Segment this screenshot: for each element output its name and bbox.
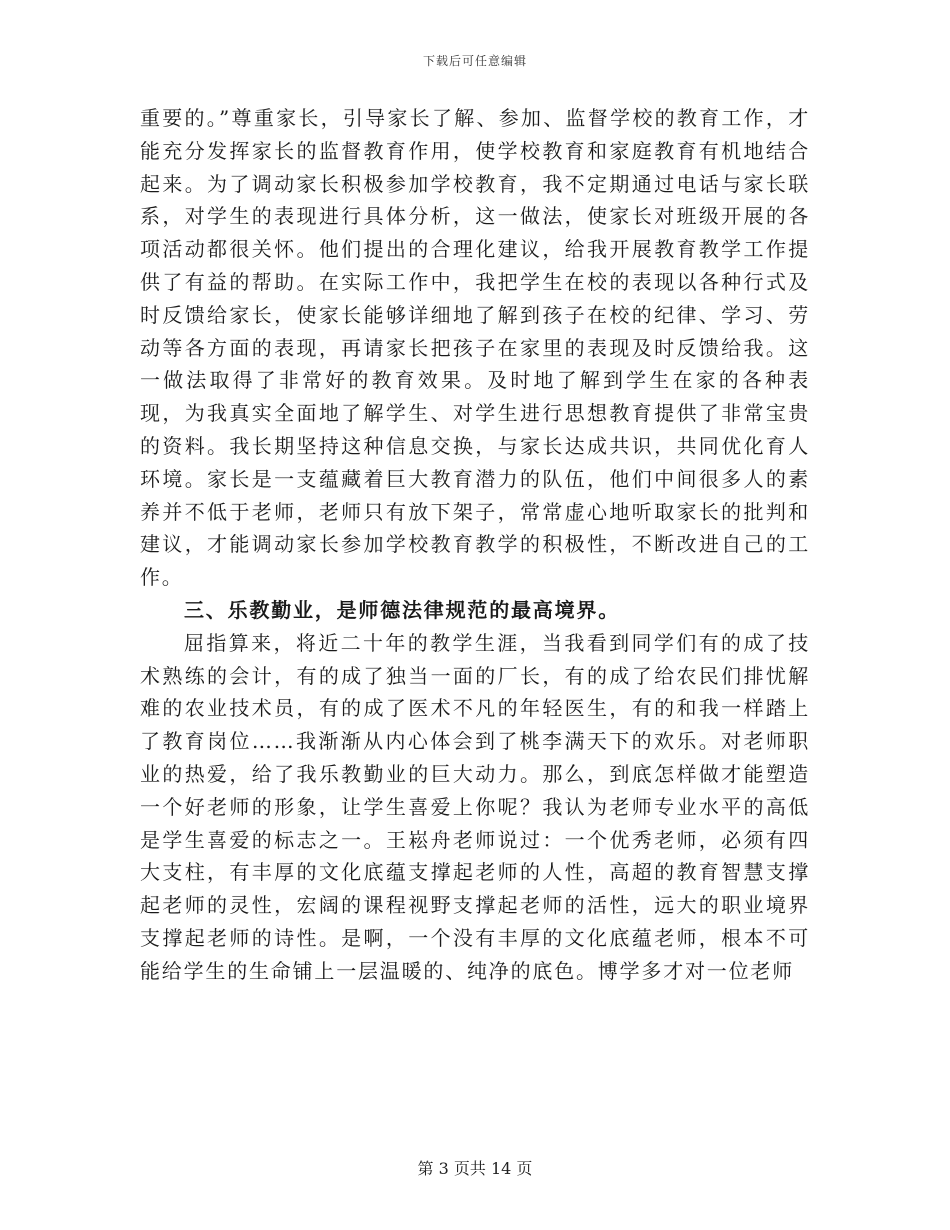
- section-heading: 三、乐教勤业，是师德法律规范的最高境界。: [184, 597, 620, 622]
- paragraph-section-3: 屈指算来，将近二十年的教学生涯，当我看到同学们有的成了技术熟练的会计，有的成了独当一面的厂长，有的成了给农民们排忧解难的农业技术员，有的成了医术不凡的年轻医生，有的和我一样踏上了教育岗位……我渐渐从内心体会到了桃李满天下的欢乐。对老师职业的热爱，给了我乐教勤业的巨大动力。那么，到底怎样做才能塑造一个好老师的形象，让学生喜爱上你呢？我认为老师专业水平的高低是学生喜爱的标志之一。王崧舟老师说过：一个优秀老师，必须有四大支柱，有丰厚的文化底蕴支撑起老师的人性，高超的教育智慧支撑起老师的灵性，宏阔的课程视野支撑起老师的活性，远大的职业境界支撑起老师的诗性。是啊，一个没有丰厚的文化底蕴老师，根本不可能给学生的生命铺上一层温暖的、纯净的底色。博学多才对一位老师: [140, 630, 810, 983]
- paragraph-continued: 重要的。”尊重家长，引导家长了解、参加、监督学校的教育工作，才能充分发挥家长的监督教育作用，使学校教育和家庭教育有机地结合起来。为了调动家长积极参加学校教育，我不定期通过电话与家长联系，对学生的表现进行具体分析，这一做法，使家长对班级开展的各项活动都很关怀。他们提出的合理化建议，给我开展教育教学工作提供了有益的帮助。在实际工作中，我把学生在校的表现以各种行式及时反馈给家长，使家长能够详细地了解到孩子在校的纪律、学习、劳动等各方面的表现，再请家长把孩子在家里的表现及时反馈给我。这一做法取得了非常好的教育效果。及时地了解到学生在家的各种表现，为我真实全面地了解学生、对学生进行思想教育提供了非常宝贵的资料。我长期坚持这种信息交换，与家长达成共识，共同优化育人环境。家长是一支蕴藏着巨大教育潜力的队伍，他们中间很多人的素养并不低于老师，老师只有放下架子，常常虚心地听取家长的批判和建议，才能调动家长参加学校教育教学的积极性，不断改进自己的工作。: [140, 106, 810, 590]
- page-number: 第 3 页共 14 页: [417, 1159, 533, 1178]
- document-body: [140, 102, 810, 988]
- page-header: 下载后可任意编辑: [422, 54, 527, 68]
